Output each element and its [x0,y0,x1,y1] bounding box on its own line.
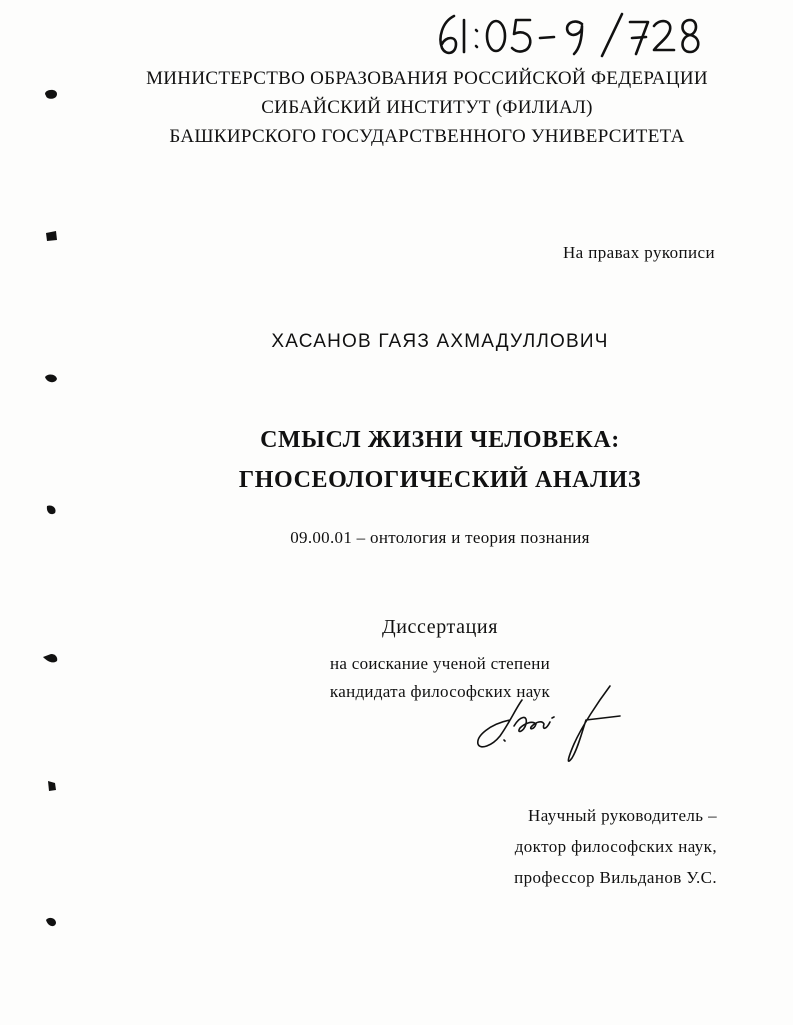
title-line-1: СМЫСЛ ЖИЗНИ ЧЕЛОВЕКА: [260,427,620,453]
archive-code [432,10,732,60]
specialty-code: 09.00.01 – онтология и теория познания [290,528,590,547]
dissertation-title [150,420,730,500]
binding-hole-mark [43,87,59,101]
binding-hole-mark [43,651,59,665]
archive-code-handwriting [432,10,732,60]
supervisor-role: Научный руководитель – [528,806,717,825]
binding-hole-mark [43,229,59,243]
institution-header [100,64,754,151]
binding-hole-mark [43,915,59,929]
signature-icon [470,680,630,770]
header-ministry: МИНИСТЕРСТВО ОБРАЗОВАНИЯ РОССИЙСКОЙ ФЕДЕРАЦИИ [146,68,708,89]
degree-line-2: кандидата философских наук [329,682,551,701]
binding-hole-mark [43,371,59,385]
binding-hole-mark [43,779,59,793]
binding-hole-mark [43,503,59,517]
supervisor-degree: доктор философских наук, [514,837,717,856]
header-university: БАШКИРСКОГО ГОСУДАРСТВЕННОГО УНИВЕРСИТЕТА [169,126,685,147]
supervisor-name: профессор Вильданов У.С. [514,868,717,887]
title-line-2: ГНОСЕОЛОГИЧЕСКИЙ АНАЛИЗ [238,467,642,493]
author-signature [470,680,630,770]
header-institute: СИБАЙСКИЙ ИНСТИТУТ (ФИЛИАЛ) [261,97,593,118]
degree-line-1: на соискание ученой степени [329,654,551,673]
dissertation-type: Диссертация [381,616,499,638]
scientific-supervisor [417,800,717,893]
author-name: ХАСАНОВ ГАЯЗ АХМАДУЛЛОВИЧ [271,331,609,352]
manuscript-rights-note: На правах рукописи [562,243,715,262]
